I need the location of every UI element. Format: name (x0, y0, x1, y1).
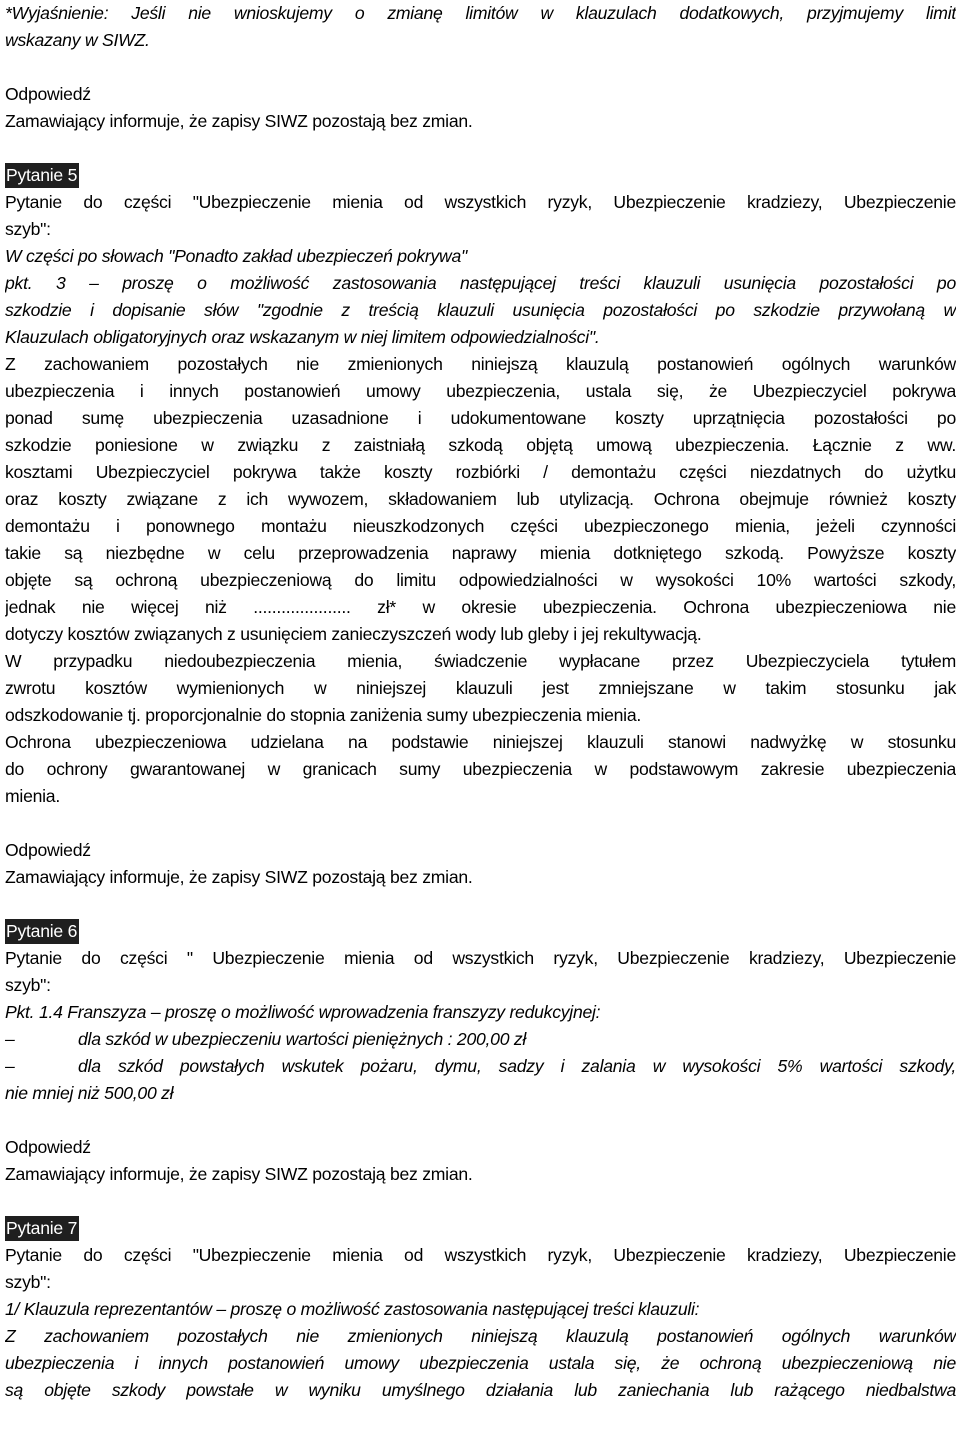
question-7-clause-line-2: ubezpieczenia i innych postanowień umowy ubezpieczenia ustala się, że ochroną ubezpieczeniową nie (5, 1353, 956, 1373)
question-5-heading-row (5, 162, 956, 189)
answer-label: Odpowiedź (5, 1137, 91, 1157)
question-7-heading: Pytanie 7 (5, 1216, 79, 1241)
question-5-scope-line-2: szyb": (5, 219, 51, 239)
question-6-scope-line-2: szyb": (5, 975, 51, 995)
question-6-bullet-2 (5, 1053, 956, 1080)
dash-bullet-icon: – (5, 1056, 15, 1076)
question-5-clause-line-15: Ochrona ubezpieczeniowa udzielana na podstawie niniejszej klauzuli stanowi nadwyżkę w stosunku (5, 732, 956, 752)
answer-text: Zamawiający informuje, że zapisy SIWZ pozostają bez zmian. (5, 1164, 473, 1184)
spacer (5, 1188, 956, 1215)
question-5-clause-line-5: kosztami Ubezpieczyciel pokrywa także koszty rozbiórki / demontażu części niezdatnych do użytku (5, 462, 956, 482)
question-5-clause-line-12: W przypadku niedoubezpieczenia mienia, świadczenie wypłacane przez Ubezpieczyciela tytułem (5, 651, 956, 671)
question-5-clause-line-13: zwrotu kosztów wymienionych w niniejszej klauzuli jest zmniejszane w takim stosunku jak (5, 678, 956, 698)
spacer (5, 891, 956, 918)
answer-text: Zamawiający informuje, że zapisy SIWZ pozostają bez zmian. (5, 111, 473, 131)
question-5-clause-line-9: objęte są ochroną ubezpieczeniową do limitu odpowiedzialności w wysokości 10% wartości szkody, (5, 570, 956, 590)
question-5-clause-line-7: demontażu i ponownego montażu nieuszkodzonych części ubezpieczonego mienia, jeżeli czynności (5, 516, 956, 536)
spacer (5, 810, 956, 837)
question-5-clause-line-16: do ochrony gwarantowanej w granicach sumy ubezpieczenia w podstawowym zakresie ubezpieczenia (5, 759, 956, 779)
question-5-intro-line-1: W części po słowach "Ponadto zakład ubezpieczeń pokrywa" (5, 246, 468, 266)
question-6-bullet-1 (5, 1026, 956, 1053)
question-6-bullet-1-text: dla szkód w ubezpieczeniu wartości pieniężnych : 200,00 zł (78, 1029, 527, 1049)
clarification-line-2: wskazany w SIWZ. (5, 30, 150, 50)
question-5-clause-line-4: szkodzie poniesione w związku z zaistniałą szkodą objętą umową ubezpieczenia. Łącznie z ww. (5, 435, 956, 455)
spacer (5, 1107, 956, 1134)
question-5-scope-line-1: Pytanie do części "Ubezpieczenie mienia od wszystkich ryzyk, Ubezpieczenie kradziezy, Ubezpieczenie (5, 192, 956, 212)
question-5-clause-line-8: takie są niezbędne w celu przeprowadzenia naprawy mienia dotkniętego szkodą. Powyższe koszty (5, 543, 956, 563)
question-6-heading-row (5, 918, 956, 945)
question-5-clause-line-2: ubezpieczenia i innych postanowień umowy ubezpieczenia, ustala się, że Ubezpieczyciel pokrywa (5, 381, 956, 401)
question-5-intro-line-3: szkodzie i dopisanie słów "zgodnie z treścią klauzuli usunięcia pozostałości po szkodzie przywołaną w (5, 300, 956, 320)
question-5-heading: Pytanie 5 (5, 163, 79, 188)
question-7-clause-line-3: są objęte szkody powstałe w wyniku umyślnego działania lub zaniechania lub rażącego niedbalstwa (5, 1380, 956, 1400)
answer-text: Zamawiający informuje, że zapisy SIWZ pozostają bez zmian. (5, 867, 473, 887)
answer-label: Odpowiedź (5, 84, 91, 104)
question-7-request-line: 1/ Klauzula reprezentantów – proszę o możliwość zastosowania następującej treści klauzuli: (5, 1299, 700, 1319)
question-5-intro-line-2: pkt. 3 – proszę o możliwość zastosowania następującej treści klauzuli usunięcia pozostałości po (5, 273, 956, 293)
question-5-clause-line-17: mienia. (5, 786, 60, 806)
dash-bullet-icon: – (5, 1029, 15, 1049)
question-5-clause-line-3: ponad sumę ubezpieczenia uzasadnione i udokumentowane koszty uprzątnięcia pozostałości po (5, 408, 956, 428)
question-5-clause-line-6: oraz koszty związane z ich wywozem, składowaniem lub utylizacją. Ochrona obejmuje również koszty (5, 489, 956, 509)
question-5-clause-line-10: jednak nie więcej niż ..................... zł* w okresie ubezpieczenia. Ochrona ubezpieczeniowa nie (5, 597, 956, 617)
question-5-clause-line-1: Z zachowaniem pozostałych nie zmienionych niniejszą klauzulą postanowień ogólnych warunków (5, 354, 956, 374)
question-7-scope-line-1: Pytanie do części "Ubezpieczenie mienia od wszystkich ryzyk, Ubezpieczenie kradziezy, Ubezpieczenie (5, 1245, 956, 1265)
question-7-scope-line-2: szyb": (5, 1272, 51, 1292)
question-6-scope-line-1: Pytanie do części " Ubezpieczenie mienia od wszystkich ryzyk, Ubezpieczenie kradziezy, Ubezpieczenie (5, 948, 956, 968)
question-6-bullet-2-continued: nie mniej niż 500,00 zł (5, 1083, 174, 1103)
question-5-clause-line-14: odszkodowanie tj. proporcjonalnie do stopnia zaniżenia sumy ubezpieczenia mienia. (5, 705, 642, 725)
spacer (5, 54, 956, 81)
spacer (5, 135, 956, 162)
clarification-line-1: *Wyjaśnienie: Jeśli nie wnioskujemy o zmianę limitów w klauzulach dodatkowych, przyjmujemy limit (5, 3, 956, 23)
question-5-clause-line-11: dotyczy kosztów związanych z usunięciem zanieczyszczeń wody lub gleby i jej rekultywacją. (5, 624, 702, 644)
question-7-clause-line-1: Z zachowaniem pozostałych nie zmienionych niniejszą klauzulą postanowień ogólnych warunków (5, 1326, 956, 1346)
question-5-intro-line-4: Klauzulach obligatoryjnych oraz wskazanym w niej limitem odpowiedzialności". (5, 327, 600, 347)
question-7-heading-row (5, 1215, 956, 1242)
answer-label: Odpowiedź (5, 840, 91, 860)
question-6-request-line: Pkt. 1.4 Franszyza – proszę o możliwość wprowadzenia franszyzy redukcyjnej: (5, 1002, 601, 1022)
question-6-heading: Pytanie 6 (5, 919, 79, 944)
question-6-bullet-2-text: dla szkód powstałych wskutek pożaru, dymu, sadzy i zalania w wysokości 5% wartości szkody, (78, 1056, 956, 1076)
